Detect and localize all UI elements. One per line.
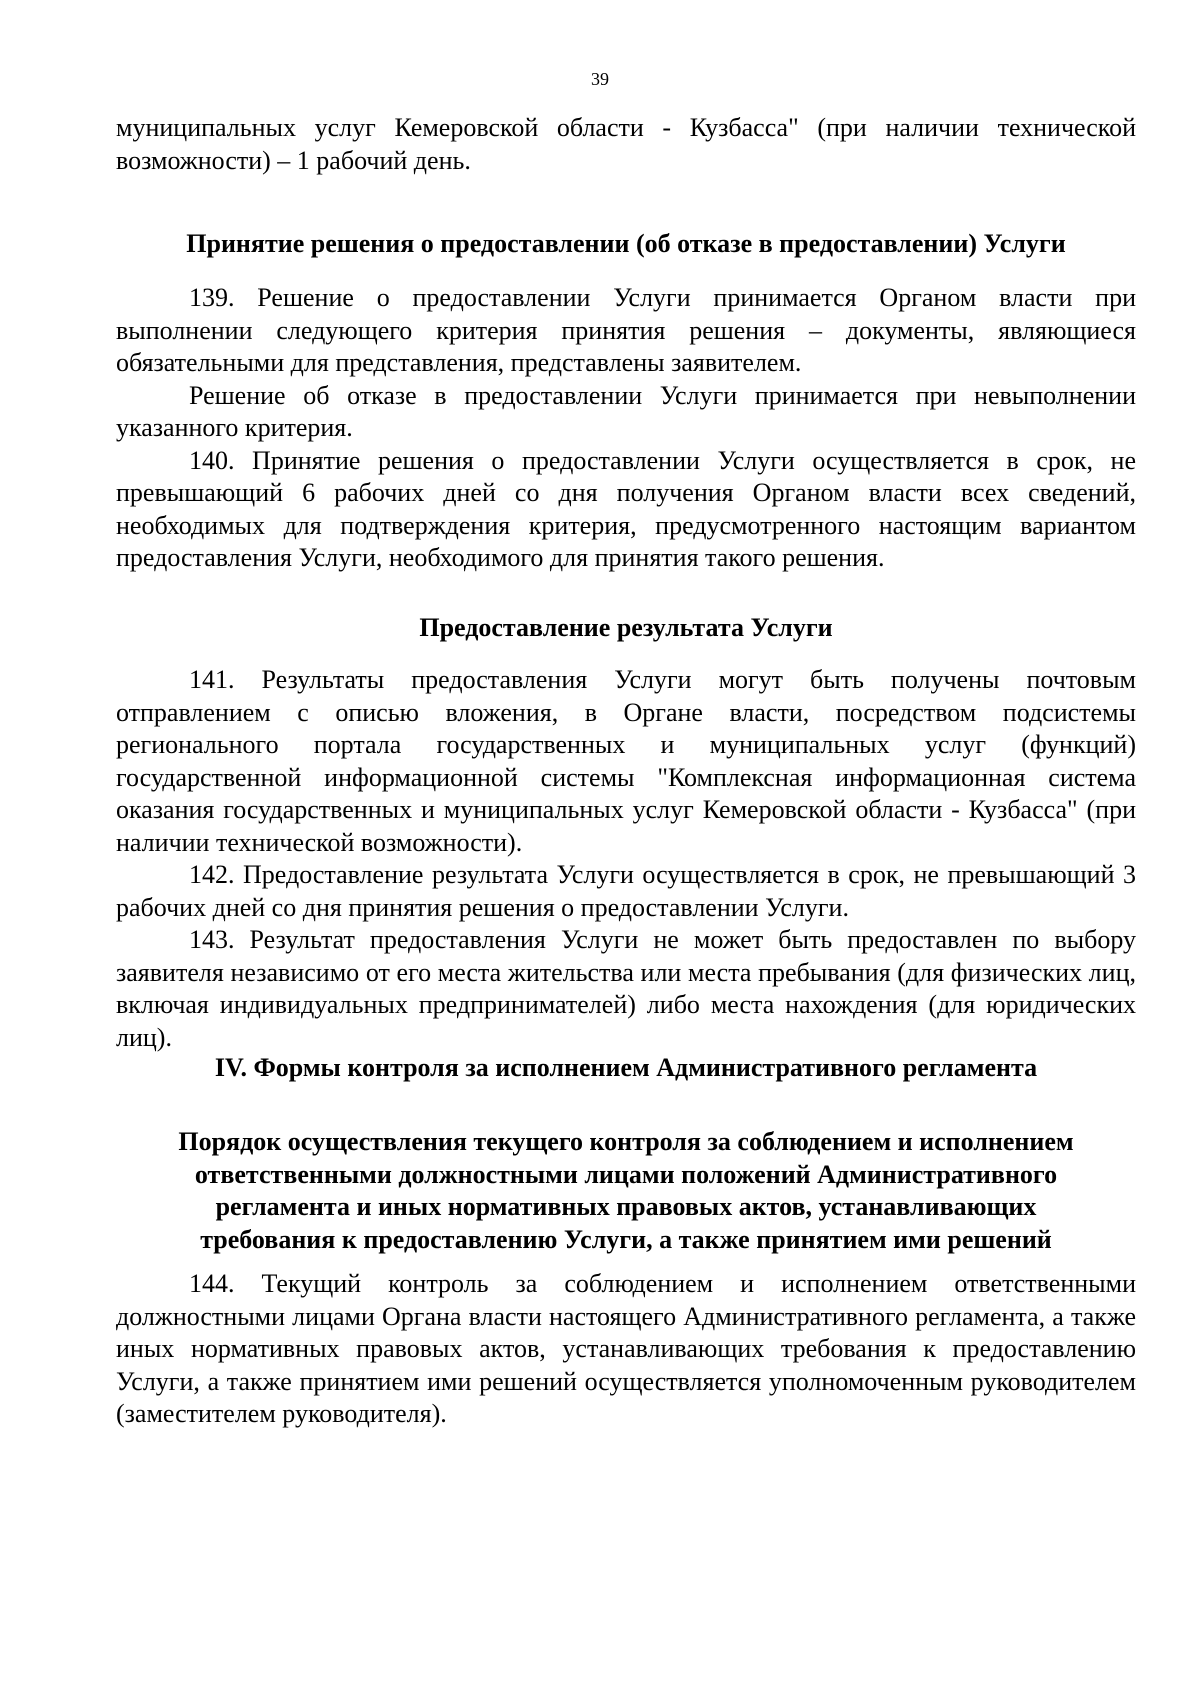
subheading-line-2: ответственными должностными лицами положений Административного xyxy=(194,1159,1058,1189)
section-heading-decision: Принятие решения о предоставлении (об отказе в предоставлении) Услуги xyxy=(186,229,1066,258)
paragraph-139: 139. Решение о предоставлении Услуги принимается Органом власти при выполнении следующего критерия принятия решения – документы, являющиеся обязательными для представления, представлены заявителем. xyxy=(116,283,1136,377)
subheading-line-3: регламента и иных нормативных правовых актов, устанавливающих xyxy=(215,1192,1037,1221)
paragraph-142: 142. Предоставление результата Услуги осуществляется в срок, не превышающий 3 рабочих дней со дня принятия решения о предоставлении Услуги. xyxy=(116,860,1136,922)
subheading-line-1: Порядок осуществления текущего контроля за соблюдением и исполнением xyxy=(178,1127,1074,1156)
section-control-body xyxy=(116,1268,1136,1431)
paragraph-140: 140. Принятие решения о предоставлении Услуги осуществляется в срок, не превышающий 6 рабочих дней со дня получения Органом власти всех сведений, необходимых для подтверждения критерия, предусмотренного настоящим вариантом предоставления Услуги, необходимого для принятия такого решения. xyxy=(116,445,1136,572)
section-result xyxy=(116,612,1136,645)
subheading-line-4: требования к предоставлению Услуги, а также принятием ими решений xyxy=(200,1224,1052,1254)
section-heading-result: Предоставление результата Услуги xyxy=(419,613,833,642)
section-result-body xyxy=(116,664,1136,1054)
section-heading-control: IV. Формы контроля за исполнением Административного регламента xyxy=(214,1053,1038,1082)
intro-paragraph: муниципальных услуг Кемеровской области - Кузбасса" (при наличии технической возможности) – 1 рабочий день. xyxy=(116,113,1136,175)
paragraph-144: 144. Текущий контроль за соблюдением и исполнением ответственными должностными лицами Органа власти настоящего Административного регламента, а также иных нормативных правовых актов, устанавливающих требования к предоставлению Услуги, а также принятием ими решений осуществляется уполномоченным руководителем (заместителем руководителя). xyxy=(116,1269,1136,1428)
section-control-subheading xyxy=(116,1126,1136,1256)
paragraph-141: 141. Результаты предоставления Услуги могут быть получены почтовым отправлением с описью вложения, в Органе власти, посредством подсистемы регионального портала государственных и муниципальных услуг (функций) государственной информационной системы "Комплексная информационная система оказания государственных и муниципальных услуг Кемеровской области - Кузбасса" (при наличии технической возможности). xyxy=(116,665,1136,857)
page-number: 39 xyxy=(591,69,609,89)
section-decision xyxy=(116,228,1136,261)
intro-block xyxy=(116,112,1136,177)
paragraph-139-refusal: Решение об отказе в предоставлении Услуги принимается при невыполнении указанного критерия. xyxy=(116,380,1136,442)
section-control xyxy=(116,1052,1136,1085)
section-decision-body xyxy=(116,282,1136,575)
paragraph-143: 143. Результат предоставления Услуги не может быть предоставлен по выбору заявителя независимо от его места жительства или места пребывания (для физических лиц, включая индивидуальных предпринимателей) либо места нахождения (для юридических лиц). xyxy=(116,925,1136,1052)
